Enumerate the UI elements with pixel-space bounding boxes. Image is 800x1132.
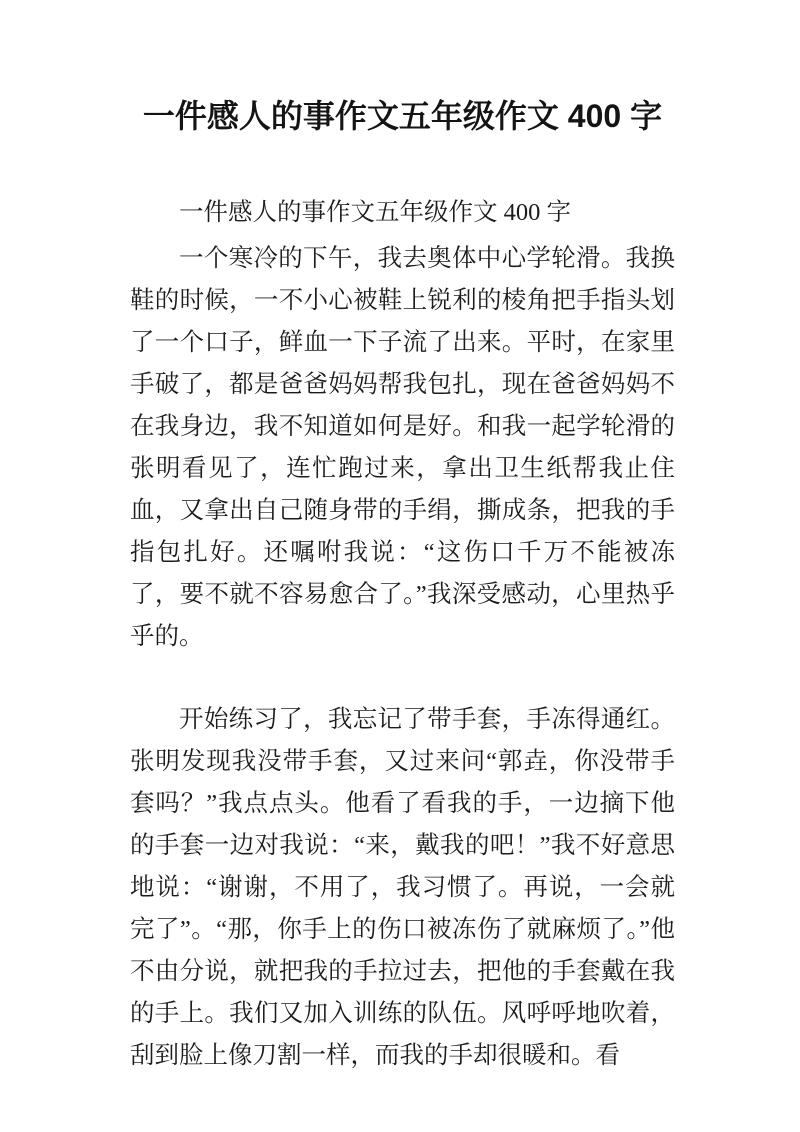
paragraph-1: 一个寒冷的下午，我去奥体中心学轮滑。我换鞋的时候，一不小心被鞋上锐利的棱角把手指头划了一个口子，鲜血一下子流了出来。平时，在家里手破了，都是爸爸妈妈帮我包扎，现在爸爸妈妈不在我身边，我不知道如何是好。和我一起学轮滑的张明看见了，连忙跑过来，拿出卫生纸帮我止住血，又拿出自己随身带的手绢，撕成条，把我的手指包扎好。还嘱咐我说：“这伤口千万不能被冻了，要不就不容易愈合了。”我深受感动，心里热乎乎的。: [130, 245, 675, 650]
document-title: 一件感人的事作文五年级作文 400 字: [142, 98, 663, 134]
intro-line: 一件感人的事作文五年级作文 400 字: [179, 199, 571, 226]
paragraph-2: 开始练习了，我忘记了带手套，手冻得通红。张明发现我没带手套，又过来问“郭垚，你没带手套吗？”我点点头。他看了看我的手，一边摘下他的手套一边对我说：“来，戴我的吧！”我不好意思地说：“谢谢，不用了，我习惯了。再说，一会就完了”。“那，你手上的伤口被冻伤了就麻烦了。”他不由分说，就把我的手拉过去，把他的手套戴在我的手上。我们又加入训练的队伍。风呼呼地吹着，刮到脸上像刀割一样，而我的手却很暖和。看: [130, 706, 675, 1069]
document-page: [130, 0, 675, 1132]
